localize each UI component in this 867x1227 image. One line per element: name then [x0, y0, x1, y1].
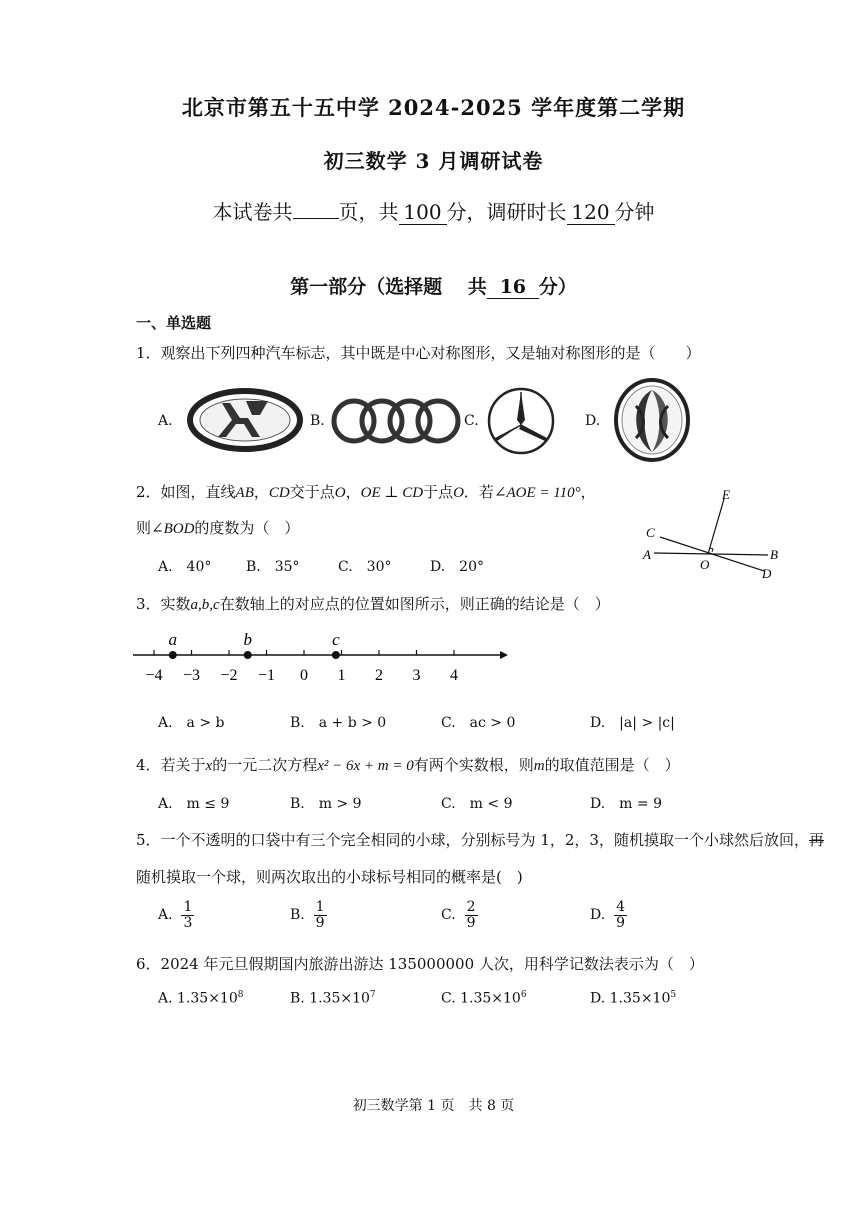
point-b: [244, 651, 252, 659]
tick-label: 2: [375, 667, 383, 684]
audi-rings-icon: [330, 395, 462, 447]
tick-label: −3: [182, 667, 201, 684]
q6-option-d: D. $1.35\times 10^5$: [590, 990, 677, 1007]
q3-option-c: C. ac > 0: [441, 715, 516, 731]
struck-text: 再: [808, 831, 824, 849]
q2-option-c: C. 30°: [338, 559, 392, 575]
exam-subtitle: 初三数学 3 月调研试卷: [323, 149, 544, 173]
question-5-line2: 随机摸取一个球，则两次取出的小球标号相同的概率是( ): [136, 868, 523, 886]
q1-option-d: D.: [585, 413, 601, 429]
duration-blank: 120: [567, 200, 615, 225]
q2-option-d: D. 20°: [430, 559, 484, 575]
section-heading: 一、单选题: [136, 314, 212, 332]
q4-option-d: D. m = 9: [590, 796, 662, 812]
q2-option-b: B. 35°: [246, 559, 300, 575]
q5-option-a: A. $\frac{1}{3}$: [158, 899, 193, 931]
label-c: C: [646, 525, 655, 540]
question-2-line2: 则∠BOD的度数为（ ）: [136, 519, 300, 537]
question-6-stem: 6．2024 年元旦假期国内旅游出游达 135000000 人次，用科学记数法表示为（ ）: [136, 955, 704, 973]
tick-label: 0: [300, 667, 308, 684]
exam-info: 本试卷共 页，共 100 分，调研时长 120 分钟: [212, 200, 655, 224]
question-3-stem: 3．实数a,b,c在数轴上的对应点的位置如图所示，则正确的结论是（ ）: [136, 595, 610, 613]
total-score-blank: 100: [399, 200, 447, 225]
point-a: [169, 651, 177, 659]
tick-label: 3: [412, 667, 421, 684]
pages-blank: [293, 218, 339, 219]
label-e: E: [722, 487, 730, 502]
point-label-b: b: [243, 630, 252, 649]
q1-option-a: A.: [158, 413, 173, 429]
page-footer: 初三数学第 1 页 共 8 页: [352, 1098, 515, 1114]
q6-option-b: B. $1.35\times 10^7$: [290, 990, 376, 1007]
tick-label: −1: [257, 667, 276, 684]
angle-figure: [640, 485, 790, 585]
question-2-stem: 2．如图，直线AB，CD交于点O，OE ⊥ CD于点O．若∠AOE = 110°，: [136, 483, 596, 501]
q6-option-c: C. $1.35\times 10^6$: [441, 990, 527, 1007]
point-c: [332, 651, 340, 659]
q3-option-a: A. a > b: [158, 715, 225, 731]
point-label-c: c: [332, 630, 340, 649]
tick-label: 4: [450, 667, 458, 684]
q1-option-c: C.: [464, 413, 479, 429]
q6-option-a: A. $1.35\times 10^8$: [158, 990, 244, 1007]
question-5-line1: 5．一个不透明的口袋中有三个完全相同的小球，分别标号为 1，2，3，随机摸取一个小球然后放回，再: [136, 831, 824, 849]
point-label-a: a: [168, 630, 177, 649]
q5-option-c: C. $\frac{2}{9}$: [441, 899, 476, 931]
label-o: O: [700, 557, 710, 572]
circular-emblem-icon: [612, 376, 692, 464]
label-b: B: [770, 547, 778, 562]
question-1-stem: 1．观察出下列四种汽车标志，其中既是中心对称图形，又是轴对称图形的是（ ）: [136, 344, 701, 362]
hyundai-logo-icon: [186, 387, 304, 453]
label-d: D: [762, 566, 772, 581]
part-heading: 第一部分（选择题 共 16 分）: [290, 276, 577, 298]
q5-option-b: B. $\frac{1}{9}$: [290, 899, 325, 931]
mercedes-star-icon: [486, 384, 556, 458]
question-4-stem: 4．若关于x的一元二次方程x² − 6x + m = 0有两个实数根，则m的取值范围是（ ）: [136, 756, 680, 774]
tick-label: −4: [145, 667, 163, 684]
label-a: A: [643, 547, 651, 562]
q3-option-d: D. |a| > |c|: [590, 715, 675, 731]
q4-option-b: B. m > 9: [290, 796, 362, 812]
exam-title: 北京市第五十五中学 2024-2025 学年度第二学期: [181, 95, 686, 120]
q2-option-a: A. 40°: [158, 559, 212, 575]
tick-label: −2: [220, 667, 238, 684]
tick-label: 1: [337, 667, 346, 684]
q4-option-c: C. m < 9: [441, 796, 513, 812]
q5-option-d: D. $\frac{4}{9}$: [590, 899, 626, 931]
q1-option-b: B.: [310, 413, 325, 429]
q3-option-b: B. a + b > 0: [290, 715, 387, 731]
q4-option-a: A. m ≤ 9: [158, 796, 230, 812]
number-line: [128, 628, 513, 690]
